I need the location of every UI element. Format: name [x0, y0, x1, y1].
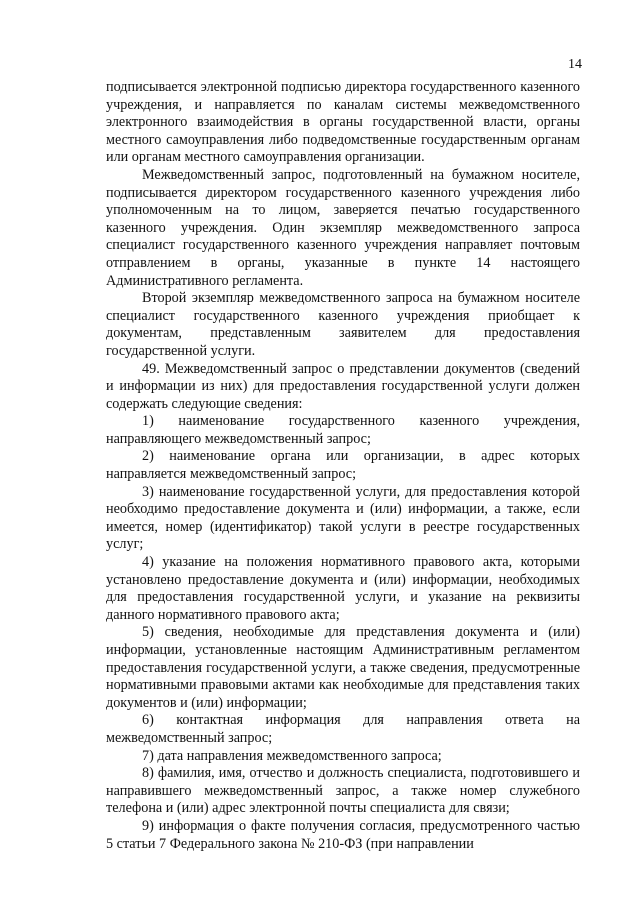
list-item-4: 4) указание на положения нормативного правового акта, которыми установлено предоставление документа и (или) информации, необходимых для предоставления государственной услуги, и указание на реквизиты данного нормативного правового акта; — [106, 554, 580, 623]
document-body — [106, 79, 580, 853]
paragraph-1: подписывается электронной подписью директора государственного казенного учреждения, и направляется по каналам системы межведомственного электронного взаимодействия в органы государственной власти, органы местного самоуправления либо подведомственные государственным органам или органам местного самоуправления организации. — [106, 79, 580, 166]
list-item-3: 3) наименование государственной услуги, для предоставления которой необходимо предоставление документа и (или) информации, а также, если имеется, номер (идентификатор) такой услуги в реестре государственных услуг; — [106, 483, 580, 553]
list-item-2: 2) наименование органа или организации, в адрес которых направляется межведомственный запрос; — [106, 448, 580, 483]
list-item-7: 7) дата направления межведомственного запроса; — [142, 747, 442, 764]
list-item-5: 5) сведения, необходимые для представления документа и (или) информации, установленные настоящим Административным регламентом предоставления государственной услуги, а также сведения, предусмотренные нормативными правовыми актами как необходимые для представления таких документов и (или) информации; — [106, 624, 580, 711]
list-item-1: 1) наименование государственного казенного учреждения, направляющего межведомственный запрос; — [106, 413, 580, 447]
list-item-9: 9) информация о факте получения согласия, предусмотренного частью 5 статьи 7 Федерального закона № 210-ФЗ (при направлении — [106, 817, 580, 852]
list-item-8: 8) фамилия, имя, отчество и должность специалиста, подготовившего и направившего межведомственный запрос, а также номер служебного телефона и (или) адрес электронной почты специалиста для связи; — [106, 765, 580, 817]
paragraph-3: Второй экземпляр межведомственного запроса на бумажном носителе специалист государственного казенного учреждения приобщает к документам, представленным заявителем для предоставления государственной услуги. — [106, 290, 580, 359]
list-item-6: 6) контактная информация для направления ответа на межведомственный запрос; — [106, 712, 580, 746]
page-number: 14 — [568, 57, 582, 72]
paragraph-49-intro: 49. Межведомственный запрос о представлении документов (сведений и информации из них) для предоставления государственной услуги должен содержать следующие сведения: — [106, 360, 580, 412]
paragraph-2: Межведомственный запрос, подготовленный на бумажном носителе, подписывается директором государственного казенного учреждения либо уполномоченным на то лицом, заверяется печатью государственного казенного учреждения. Один экземпляр межведомственного запроса специалист государственного казенного учреждения направляет почтовым отправлением в органы, указанные в пункте 14 настоящего Административного регламента. — [106, 166, 580, 289]
